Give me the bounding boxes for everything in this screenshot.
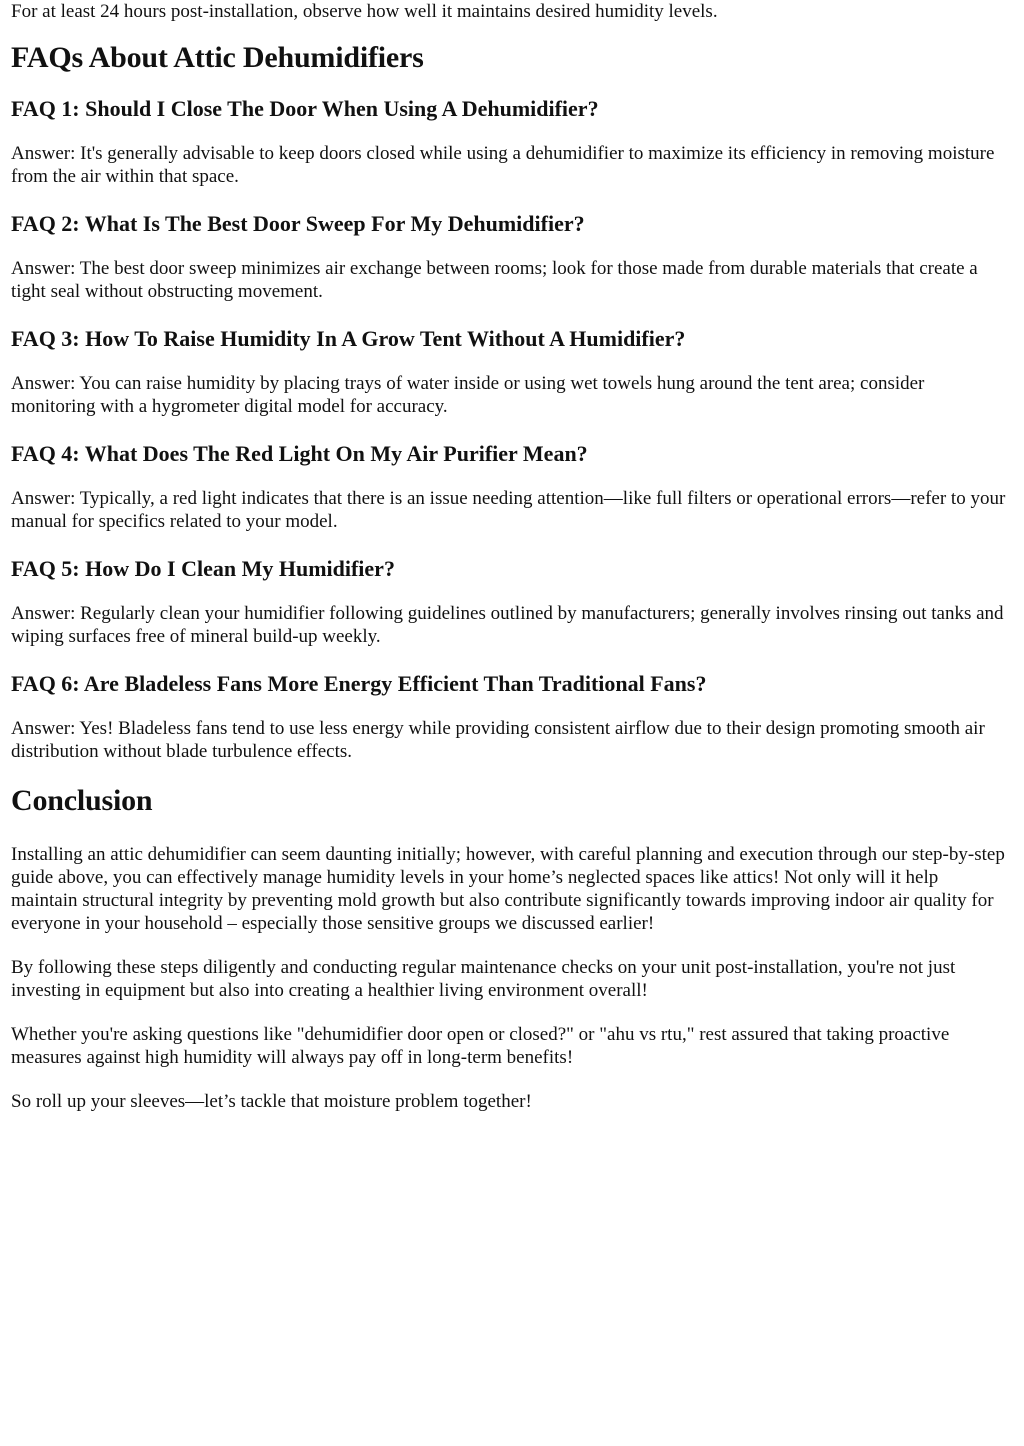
faq-question-1: FAQ 1: Should I Close The Door When Using A Dehumidifier? [11,96,599,121]
faq-answer-3: Answer: You can raise humidity by placing trays of water inside or using wet towels hung around the tent area; consider monitoring with a hygrometer digital model for accuracy. [11,373,925,417]
faq-question-3: FAQ 3: How To Raise Humidity In A Grow Tent Without A Humidifier? [11,326,686,351]
conclusion-heading: Conclusion [11,784,153,817]
faqs-heading: FAQs About Attic Dehumidifiers [11,41,424,74]
faq-question-4: FAQ 4: What Does The Red Light On My Air Purifier Mean? [11,441,588,466]
conclusion-paragraph: Whether you're asking questions like "dehumidifier door open or closed?" or "ahu vs rtu," rest assured that taking proactive measures against high humidity will always pay off in long-term benefits! [11,1024,950,1068]
conclusion-paragraph: Installing an attic dehumidifier can seem daunting initially; however, with careful planning and execution through our step-by-step guide above, you can effectively manage humidity levels in your home’s neglected spaces like attics! Not only will it help maintain structural integrity by preventing mold growth but also contribute significantly towards improving indoor air quality for everyone in your household – especially those sensitive groups we discussed earlier! [11,844,1005,934]
conclusion-paragraph: By following these steps diligently and conducting regular maintenance checks on your unit post-installation, you're not just investing in equipment but also into creating a healthier living environment overall! [11,957,956,1001]
article-body [11,0,1007,1113]
faq-question-5: FAQ 5: How Do I Clean My Humidifier? [11,556,395,581]
faq-answer-6: Answer: Yes! Bladeless fans tend to use less energy while providing consistent airflow due to their design promoting smooth air distribution without blade turbulence effects. [11,718,985,762]
faq-question-6: FAQ 6: Are Bladeless Fans More Energy Efficient Than Traditional Fans? [11,671,707,696]
faq-answer-5: Answer: Regularly clean your humidifier following guidelines outlined by manufacturers; generally involves rinsing out tanks and wiping surfaces free of mineral build-up weekly. [11,603,1004,647]
faq-answer-2: Answer: The best door sweep minimizes air exchange between rooms; look for those made from durable materials that create a tight seal without obstructing movement. [11,258,978,302]
faq-question-2: FAQ 2: What Is The Best Door Sweep For My Dehumidifier? [11,211,585,236]
conclusion-paragraph: So roll up your sleeves—let’s tackle that moisture problem together! [11,1091,532,1112]
intro-paragraph: For at least 24 hours post-installation, observe how well it maintains desired humidity levels. [11,1,718,22]
faq-answer-1: Answer: It's generally advisable to keep doors closed while using a dehumidifier to maximize its efficiency in removing moisture from the air within that space. [11,143,995,187]
faq-answer-4: Answer: Typically, a red light indicates that there is an issue needing attention—like full filters or operational errors—refer to your manual for specifics related to your model. [11,488,1006,532]
